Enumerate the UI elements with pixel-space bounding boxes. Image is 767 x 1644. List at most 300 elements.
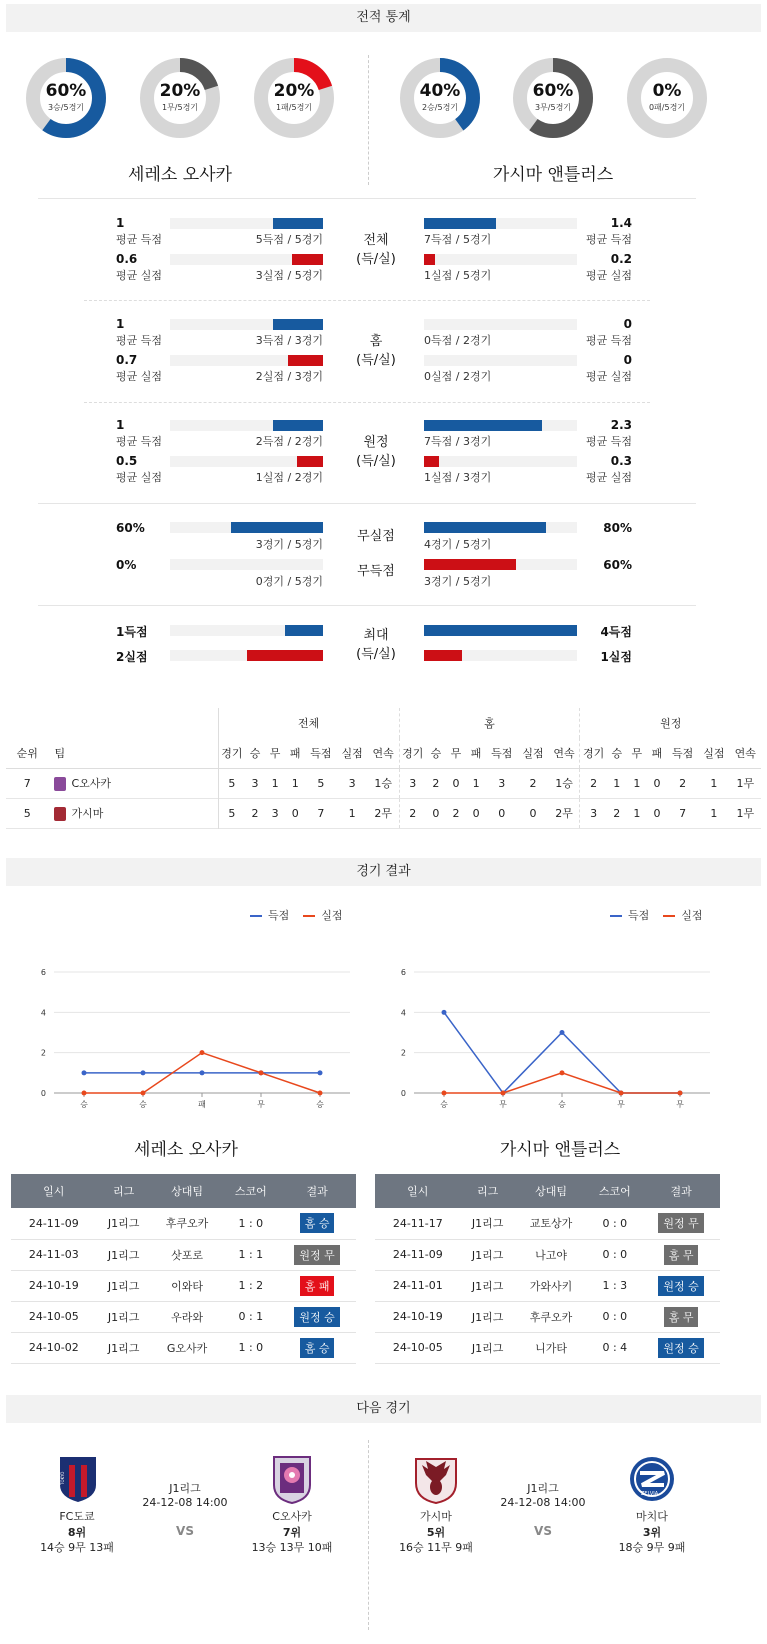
left-stat-value: 1 [116, 216, 125, 230]
standings-cell: 1승 [549, 768, 580, 798]
right-stat-note: 1실점 / 5경기 [424, 269, 492, 282]
results-cell: 0 : 4 [588, 1332, 643, 1363]
svg-text:ZELVIA: ZELVIA [641, 1491, 659, 1497]
standings-cell: 0 [432, 806, 440, 820]
y-tick-label: 2 [40, 1048, 46, 1058]
next-date: 24-12-08 14:00 [142, 1496, 228, 1509]
standings-group-1: 홈 [399, 708, 580, 738]
y-tick-label: 2 [400, 1048, 406, 1058]
results-cell: 24-10-05 [375, 1332, 461, 1363]
standings-header: 경기 [402, 746, 424, 760]
divider [84, 300, 650, 301]
standings-cell: 0 [653, 806, 661, 820]
standings-cell: 2 [409, 806, 417, 820]
results-cell [278, 1239, 356, 1270]
y-tick-label: 0 [40, 1089, 46, 1098]
standings-cell: 2 [613, 806, 621, 820]
standings-cell: 7 [23, 776, 31, 790]
results-header: 리그 [97, 1174, 151, 1208]
result-badge: 홈 무 [664, 1307, 699, 1327]
standings-cell: 2 [529, 776, 537, 790]
y-tick-label: 4 [40, 1008, 46, 1018]
results-cell [278, 1270, 356, 1301]
results-cell: 24-10-19 [375, 1301, 461, 1332]
results-cell: 교토상가 [515, 1208, 588, 1239]
left-clean-value: 60% [116, 521, 145, 535]
results-row [11, 1270, 356, 1301]
results-row [375, 1332, 720, 1363]
result-badge: 원정 무 [294, 1245, 339, 1265]
next-away-rank: 7위 [282, 1526, 302, 1539]
results-cell: J1리그 [97, 1270, 151, 1301]
left-team-name: 세레소 오사카 [128, 165, 232, 185]
standings-row [6, 798, 761, 828]
max-label [336, 626, 416, 664]
standings-cell: 1 [348, 806, 356, 820]
data-point [560, 1070, 565, 1075]
donut-chart [24, 56, 108, 140]
cerezo-osaka-logo [268, 1453, 316, 1509]
donut-subtitle: 2승/5경기 [421, 103, 459, 112]
donut-chart [398, 56, 482, 140]
standings-header: 경기 [582, 746, 605, 760]
data-point [619, 1091, 624, 1096]
left-stat-note: 1실점 / 2경기 [255, 471, 323, 484]
divider [368, 1440, 369, 1630]
right-stat-note: 1실점 / 3경기 [424, 471, 492, 484]
right-stat-label: 평균 득점 [585, 233, 632, 246]
donut-percent: 60% [532, 81, 574, 101]
next-home-record: 16승 11무 9패 [399, 1541, 473, 1554]
standings-cell: 0 [452, 776, 460, 790]
stat-group-label [336, 433, 416, 471]
results-header-row [11, 1174, 356, 1208]
data-point [678, 1091, 683, 1096]
data-point [318, 1070, 323, 1075]
left-max-value: 2실점 [116, 650, 148, 664]
right-stat-value: 0 [623, 317, 632, 331]
bar-fill [292, 254, 323, 265]
y-tick-label: 6 [40, 968, 46, 977]
standings-header: 득점 [491, 746, 513, 760]
left-stat-value: 1 [116, 317, 125, 331]
stat-group-title: 전체 [363, 233, 389, 248]
results-cell: 24-10-02 [11, 1332, 97, 1363]
bar-fill [247, 650, 324, 661]
left-clean-note: 3경기 / 5경기 [255, 538, 323, 551]
results-cell: 24-10-05 [11, 1301, 97, 1332]
standings-cell: 3 [409, 776, 417, 790]
results-section-header: 경기 결과 [6, 858, 761, 886]
kashima-antlers-logo [412, 1455, 460, 1509]
results-header: 스코어 [588, 1174, 643, 1208]
stat-group-title: 원정 [363, 435, 389, 450]
max-title: 최대 [363, 628, 389, 643]
bar-fill [273, 218, 323, 229]
left-stat-value: 0.6 [116, 252, 138, 266]
right-max-value: 4득점 [600, 625, 632, 639]
bar-fill [424, 254, 435, 265]
bar-track [424, 254, 577, 265]
data-point [141, 1091, 146, 1096]
result-badge: 홈 승 [300, 1338, 335, 1358]
results-cell: 24-10-19 [11, 1270, 97, 1301]
next-section-header: 다음 경기 [6, 1395, 761, 1423]
standings-cell: 0 [653, 776, 661, 790]
standings-cell: 5 [317, 776, 325, 790]
x-tick-label: 무 [499, 1100, 507, 1109]
legend-label: 실점 [321, 909, 343, 922]
bar-track [170, 355, 323, 366]
results-cell: 1 : 0 [224, 1208, 279, 1239]
result-badge: 홈 승 [300, 1213, 335, 1233]
stat-group-label [336, 332, 416, 370]
divider [38, 198, 696, 199]
standings-cell: 1 [710, 776, 718, 790]
series-line-conceded [444, 1073, 680, 1093]
standings-cell: 5 [228, 806, 236, 820]
standings-cell: 2 [679, 776, 687, 790]
bar-fill [288, 355, 323, 366]
standings-header: 순위 [16, 746, 38, 760]
result-badge: 홈 패 [300, 1276, 335, 1296]
right-stat-note: 0실점 / 2경기 [424, 370, 492, 383]
right-clean-value: 60% [603, 558, 632, 572]
standings-header-row [6, 738, 761, 768]
team-name: 가시마 [71, 807, 104, 820]
chart-legend [250, 907, 343, 923]
bar-fill [273, 319, 323, 330]
next-league: J1리그 [169, 1482, 201, 1495]
x-tick-label: 무 [617, 1100, 625, 1109]
standings-cell: 5 [23, 806, 31, 820]
donut-chart [138, 56, 222, 140]
results-cell: J1리그 [461, 1239, 515, 1270]
standings-header: 연속 [734, 746, 756, 760]
results-cell [642, 1239, 720, 1270]
results-cell: 24-11-09 [375, 1239, 461, 1270]
right-stat-label: 평균 득점 [585, 334, 632, 347]
results-cell: J1리그 [97, 1301, 151, 1332]
data-point [442, 1091, 447, 1096]
donut-percent: 40% [419, 81, 461, 101]
failed-to-score-label: 무득점 [357, 564, 395, 579]
standings-row [6, 768, 761, 798]
donut-subtitle: 1패/5경기 [275, 103, 313, 112]
x-tick-label: 승 [316, 1100, 324, 1109]
team-name: C오사카 [71, 777, 111, 790]
next-home-rank: 8위 [67, 1526, 87, 1539]
standings-header: 경기 [221, 746, 243, 760]
left-stat-label: 평균 실점 [116, 370, 163, 383]
machida-zelvia-logo [628, 1455, 676, 1507]
left-stat-value: 0.5 [116, 454, 138, 468]
bar-track [170, 559, 323, 570]
standings-cell: 5 [228, 776, 236, 790]
bar-fill [231, 522, 323, 533]
results-cell: 0 : 0 [588, 1208, 643, 1239]
blank-cell [6, 708, 218, 738]
bar-track [424, 420, 577, 431]
right-max-value: 1실점 [600, 650, 632, 664]
standings-cell: 3 [590, 806, 598, 820]
standings-cell: 3 [348, 776, 356, 790]
left-stat-label: 평균 실점 [116, 269, 163, 282]
right-stat-note: 7득점 / 3경기 [424, 435, 492, 448]
bar-track [170, 456, 323, 467]
y-tick-label: 0 [400, 1089, 406, 1098]
line-chart [30, 960, 360, 1120]
right-stat-value: 0 [623, 353, 632, 367]
divider [38, 605, 696, 606]
bar-fill [285, 625, 323, 636]
vs-label: VS [176, 1524, 194, 1538]
standings-cell: 1 [613, 776, 621, 790]
bar-fill [424, 522, 546, 533]
results-cell: J1리그 [461, 1270, 515, 1301]
standings-header: 연속 [368, 738, 399, 768]
results-cell: 후쿠오카 [515, 1301, 588, 1332]
bar-fill [424, 218, 496, 229]
standings-cell: 7 [317, 806, 325, 820]
standings-header: 실점 [703, 746, 725, 760]
results-header: 스코어 [224, 1174, 279, 1208]
standings-cell: 2 [590, 776, 598, 790]
x-tick-label: 승 [139, 1100, 147, 1109]
standings-cell: 0 [291, 806, 299, 820]
standings-cell: 1 [710, 806, 718, 820]
results-cell: J1리그 [97, 1208, 151, 1239]
left-stat-note: 3득점 / 3경기 [255, 334, 323, 347]
standings-cell: 0 [472, 806, 480, 820]
standings-cell: 2무 [368, 798, 399, 828]
results-cell: 1 : 1 [224, 1239, 279, 1270]
standings-cell: 0 [498, 806, 506, 820]
x-tick-label: 무 [676, 1100, 684, 1109]
bar-track [424, 218, 577, 229]
donut-percent: 0% [652, 81, 682, 101]
bar-track [424, 456, 577, 467]
left-stat-note: 2득점 / 2경기 [255, 435, 323, 448]
results-row [375, 1208, 720, 1239]
standings-table [6, 708, 761, 829]
next-league: J1리그 [527, 1482, 559, 1495]
next-home-rank: 5위 [426, 1526, 446, 1539]
results-row [375, 1270, 720, 1301]
next-away-rank: 3위 [642, 1526, 662, 1539]
standings-cell: 3 [251, 776, 259, 790]
stat-group-subtitle: (득/실) [356, 353, 396, 368]
right-clean-note: 3경기 / 5경기 [424, 575, 492, 588]
right-team-name: 가시마 앤틀러스 [492, 165, 614, 185]
standings-header: 실점 [522, 746, 544, 760]
standings-cell: 1무 [736, 807, 755, 820]
standings-cell: 0 [529, 806, 537, 820]
results-header: 일시 [375, 1174, 461, 1208]
standings-cell: 3 [498, 776, 506, 790]
data-point [318, 1091, 323, 1096]
bar-track [424, 650, 577, 661]
divider [368, 55, 369, 185]
y-tick-label: 4 [400, 1008, 406, 1018]
bar-fill [424, 625, 577, 636]
data-point [442, 1010, 447, 1015]
data-point [501, 1091, 506, 1096]
donut-subtitle: 1무/5경기 [161, 103, 199, 112]
standings-cell: 1승 [368, 768, 399, 798]
bar-fill [273, 420, 323, 431]
standings-cell: 2무 [549, 798, 580, 828]
left-team-name: 세레소 오사카 [134, 1140, 238, 1160]
standings-cell: 1 [291, 776, 299, 790]
left-stat-value: 0.7 [116, 353, 138, 367]
standings-cell: 3 [271, 806, 279, 820]
left-stat-label: 평균 득점 [116, 435, 163, 448]
right-stat-label: 평균 실점 [585, 471, 632, 484]
standings-cell: 2 [452, 806, 460, 820]
standings-header: 승 [611, 746, 623, 760]
results-cell: 1 : 2 [224, 1270, 279, 1301]
standings-cell [48, 768, 218, 798]
next-away-record: 18승 9무 9패 [618, 1541, 686, 1554]
standings-header: 승 [430, 746, 442, 760]
left-stat-note: 5득점 / 5경기 [255, 233, 323, 246]
results-row [375, 1239, 720, 1270]
next-home-name: FC도쿄 [59, 1510, 95, 1523]
right-stat-note: 0득점 / 2경기 [424, 334, 492, 347]
left-max-value: 1득점 [116, 625, 148, 639]
left-stat-label: 평균 실점 [116, 471, 163, 484]
results-cell: 24-11-09 [11, 1208, 97, 1239]
next-away-name: C오사카 [272, 1510, 312, 1523]
result-badge: 홈 무 [664, 1245, 699, 1265]
left-clean-value: 0% [116, 558, 137, 572]
results-header: 상대팀 [515, 1174, 588, 1208]
right-stat-value: 0.3 [610, 454, 632, 468]
bar-fill [424, 456, 439, 467]
standings-cell: 2 [432, 776, 440, 790]
results-header-row [375, 1174, 720, 1208]
svg-text:TOKYO: TOKYO [60, 1471, 65, 1485]
results-header: 일시 [11, 1174, 97, 1208]
standings-header: 득점 [310, 746, 332, 760]
divider [38, 503, 696, 504]
bar-track [170, 420, 323, 431]
results-cell: J1리그 [461, 1332, 515, 1363]
results-cell: J1리그 [461, 1208, 515, 1239]
legend-label: 득점 [628, 909, 650, 922]
chart-legend [610, 907, 703, 923]
results-cell [278, 1332, 356, 1363]
bar-track [424, 319, 577, 330]
results-header: 결과 [642, 1174, 720, 1208]
left-stat-label: 평균 득점 [116, 334, 163, 347]
standings-header: 패 [470, 746, 482, 760]
standings-group-2: 원정 [660, 717, 682, 730]
legend-swatch [610, 915, 622, 917]
standings-cell: 1 [633, 776, 641, 790]
stat-group-subtitle: (득/실) [356, 454, 396, 469]
standings-group-row [6, 708, 761, 738]
bar-track [170, 218, 323, 229]
y-tick-label: 6 [400, 968, 406, 977]
standings-cell: 1 [633, 806, 641, 820]
data-point [560, 1030, 565, 1035]
data-point [82, 1091, 87, 1096]
left-stat-note: 2실점 / 3경기 [255, 370, 323, 383]
data-point [259, 1070, 264, 1075]
standings-header: 무 [450, 746, 462, 760]
results-cell: 후쿠오카 [151, 1208, 224, 1239]
bar-track [170, 625, 323, 636]
results-row [11, 1301, 356, 1332]
right-stat-value: 2.3 [610, 418, 632, 432]
right-clean-note: 4경기 / 5경기 [424, 538, 492, 551]
x-tick-label: 패 [198, 1100, 206, 1109]
result-badge: 원정 승 [658, 1276, 703, 1296]
standings-header: 실점 [341, 746, 363, 760]
donut-percent: 60% [45, 81, 87, 101]
results-cell: 1 : 3 [588, 1270, 643, 1301]
results-row [11, 1332, 356, 1363]
bar-fill [424, 650, 462, 661]
standings-header: 무 [269, 746, 281, 760]
results-cell: 0 : 0 [588, 1301, 643, 1332]
standings-header: 연속 [549, 738, 580, 768]
data-point [200, 1050, 205, 1055]
donut-chart [625, 56, 709, 140]
max-subtitle: (득/실) [356, 647, 396, 662]
standings-cell: 1 [271, 776, 279, 790]
x-tick-label: 무 [257, 1100, 265, 1109]
standings-cell: 7 [679, 806, 687, 820]
next-away-record: 13승 13무 10패 [251, 1541, 333, 1554]
results-cell: J1리그 [97, 1332, 151, 1363]
bar-track [424, 625, 577, 636]
standings-header: 승 [249, 746, 261, 760]
results-cell: 24-11-03 [11, 1239, 97, 1270]
bar-fill [424, 559, 516, 570]
data-point [82, 1070, 87, 1075]
result-badge: 원정 승 [658, 1338, 703, 1358]
results-cell: J1리그 [97, 1239, 151, 1270]
results-header: 상대팀 [151, 1174, 224, 1208]
next-home-name: 가시마 [420, 1510, 452, 1523]
x-tick-label: 승 [558, 1100, 566, 1109]
donut-subtitle: 3무/5경기 [534, 103, 572, 112]
bar-track [170, 319, 323, 330]
donut-subtitle: 0패/5경기 [648, 103, 686, 112]
results-cell: 우라와 [151, 1301, 224, 1332]
legend-swatch [303, 915, 315, 917]
standings-header: 팀 [48, 738, 218, 768]
results-cell: 가와사키 [515, 1270, 588, 1301]
data-point [200, 1070, 205, 1075]
result-badge: 원정 무 [658, 1213, 703, 1233]
donut-chart [252, 56, 336, 140]
divider [84, 402, 650, 403]
bar-track [170, 650, 323, 661]
results-header: 결과 [278, 1174, 356, 1208]
x-tick-label: 승 [440, 1100, 448, 1109]
left-stat-value: 1 [116, 418, 125, 432]
standings-group-0: 전체 [218, 708, 399, 738]
right-stat-label: 평균 실점 [585, 269, 632, 282]
bar-track [170, 522, 323, 533]
bar-track [424, 355, 577, 366]
donut-percent: 20% [273, 81, 315, 101]
results-cell: 1 : 0 [224, 1332, 279, 1363]
